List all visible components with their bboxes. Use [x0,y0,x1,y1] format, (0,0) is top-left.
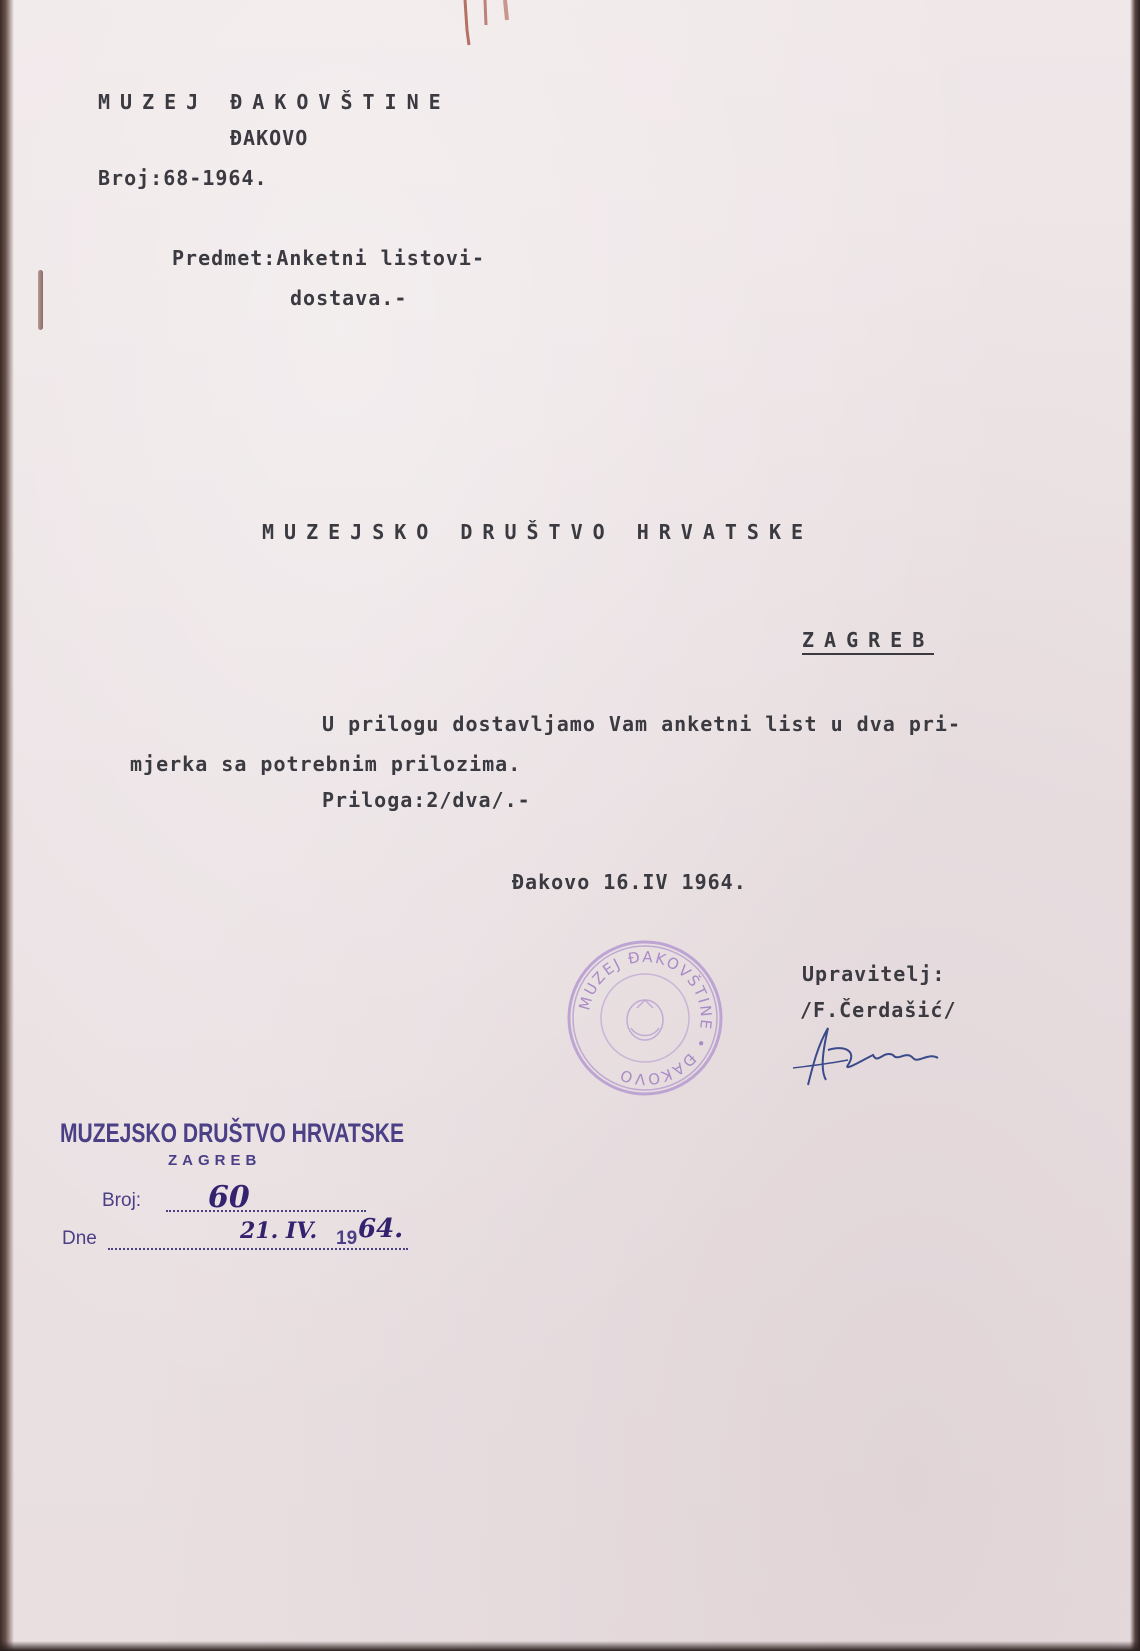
recipient-name: MUZEJSKO DRUŠTVO HRVATSKE [262,520,814,544]
museum-seal [565,938,725,1098]
body-line-1: U prilogu dostavljamo Vam anketni list u dva pri- [322,712,962,736]
received-stamp-title: MUZEJSKO DRUŠTVO HRVATSKE [60,1118,405,1148]
received-number-handwritten: 60 [208,1180,250,1215]
institution-city: ĐAKOVO [230,126,309,150]
scan-bottom-edge [0,1641,1140,1651]
received-stamp-year-prefix: 19 [336,1228,358,1249]
received-stamp-number-label: Broj: [102,1190,142,1211]
institution-name: MUZEJ ĐAKOVŠTINE [98,90,451,114]
subject-line-2: dostava.- [290,286,408,310]
received-stamp-city: ZAGREB [168,1152,262,1169]
paper-tear-mark [455,0,525,50]
reference-number: Broj:68-1964. [98,166,268,190]
recipient-city: ZAGREB [802,628,934,655]
signatory-title: Upravitelj: [802,962,946,986]
date-line: Đakovo 16.IV 1964. [512,870,747,894]
svg-text:MUZEJ ĐAKOVŠTINE • ĐAKOVO [575,948,715,1089]
received-year-handwritten: 64. [358,1214,404,1244]
subject-line-1: Predmet:Anketni listovi- [172,246,485,270]
signatory-name: /F.Čerdašić/ [800,998,957,1022]
received-stamp-number-line [166,1210,366,1212]
punch-hole-mark [38,270,43,330]
scan-left-edge [0,0,14,1651]
scan-right-edge [1130,0,1140,1651]
handwritten-signature [788,1020,958,1090]
seal-text: MUZEJ ĐAKOVŠTINE • ĐAKOVO [575,947,716,1089]
enclosure-line: Priloga:2/dva/.- [322,788,531,812]
received-date-handwritten: 21. IV. [240,1218,318,1244]
received-stamp-date-label: Dne [62,1228,97,1249]
body-line-2: mjerka sa potrebnim prilozima. [130,752,522,776]
received-stamp-date-line [108,1248,408,1250]
